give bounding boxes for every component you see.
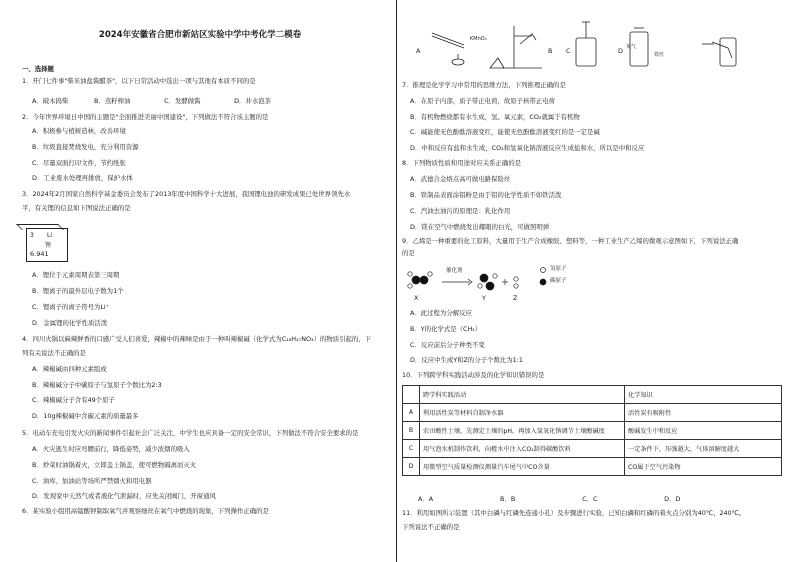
carbon-atom-icon: [412, 276, 420, 284]
q9-molecule-diagram: [402, 262, 592, 304]
q6-label-a: A: [416, 47, 421, 55]
apparatus-illustration: [402, 18, 784, 76]
table-row: A 利用活性炭等材料自制净水器 活性炭有吸附性: [403, 404, 782, 422]
q3-option-c: C．锂离子的离子符号为Li⁺: [32, 303, 110, 311]
q1-option-d: D．井水泡茶: [234, 97, 272, 105]
q6-kmno4-label: KMnO₄: [470, 36, 487, 42]
q6-oxygen-label: 氧气: [626, 44, 637, 50]
q3-stem-line2: 平，有关锂的信息如下图说法正确的是: [22, 204, 131, 212]
atomic-number: 3: [30, 232, 34, 239]
q5-option-a: A．火灾逃生时应弯腰前行，降低姿势，减少浓烟的吸入: [32, 445, 190, 453]
q2-option-b: B．垃圾直接焚烧发电，充分利用资源: [32, 143, 139, 151]
q10-option-c: C．C: [582, 495, 598, 503]
q2-option-c: C．尽量双面打印文件，节约纸张: [32, 159, 126, 167]
q2-option-d: D．工业废水处理再排放，保护水体: [32, 174, 133, 182]
q10-table: [402, 385, 782, 476]
q7-option-a: A．在原子内部，质子带正电荷，故原子核带正电荷: [410, 97, 555, 105]
q5-option-c: C．油库、加油站等场所严禁烟火和用电器: [32, 477, 152, 485]
q10-option-d: D．D: [664, 495, 681, 503]
q8-option-d: D．镁在空气中燃烧发出耀眼的白光，可做照明弹: [410, 223, 550, 231]
catalyst-label: 催化剂: [446, 268, 463, 274]
q4-option-a: A．辣椒碱由四种元素组成: [32, 365, 107, 373]
q6-stem: 6．某实验小组用高锰酸钾制取氧气并观察细丝在氧气中燃烧的现象，下列操作正确的是: [22, 507, 269, 515]
q7-option-b: B．有机物燃烧都有水生成，氢、氧元素，CO₂就属于有机物: [410, 113, 580, 121]
hydrogen-atom-icon: [408, 272, 412, 276]
label-x: X: [414, 294, 419, 302]
legend-hydrogen: 氢原子: [550, 266, 567, 272]
q3-option-a: A．锂位于元素周期表第三周期: [32, 271, 120, 279]
q9-option-a: A．此过程为分解反应: [410, 309, 472, 317]
q6-label-d: D: [618, 47, 623, 55]
column-divider: [396, 0, 397, 562]
q10-options: [418, 494, 680, 503]
q7-stem: 7．推理是化学学习中常用的思维方法，下列推理正确的是: [402, 81, 566, 89]
q1-options: [32, 96, 271, 105]
header-activity: 跨学科实践活动: [420, 386, 625, 404]
element-card-lithium: [26, 228, 68, 262]
q6-apparatus-row: [402, 18, 784, 76]
q2-option-a: A．积极参与植树造林，改善环境: [32, 127, 126, 135]
q1-option-a: A．破木捣柴: [32, 97, 69, 105]
header-knowledge: 化学知识: [625, 386, 782, 404]
q8-option-b: B．铁制品表面涂铝粉是由于铝的化学性质不如铁活泼: [410, 191, 562, 199]
q3-option-d: D．金属锂的化学性质活泼: [32, 319, 108, 327]
q8-option-c: C．汽油去油污的原理是：乳化作用: [410, 207, 511, 215]
test-tube-icon: [432, 36, 464, 48]
element-symbol: Li: [47, 232, 53, 239]
q6-label-c: C: [566, 47, 571, 55]
combustion-bottle-icon: [720, 38, 736, 66]
q4-stem-line2: 列有关说法不正确的是: [22, 349, 86, 357]
legend-carbon: 碳原子: [550, 278, 567, 284]
q10-stem: 10．下列跨学科实践活动涉及的化学知识错误的是: [402, 371, 545, 379]
label-z: Z: [513, 294, 518, 302]
q9-stem-line2: 的是: [402, 249, 415, 257]
q9-option-c: C．反应前后分子种类不变: [410, 341, 485, 349]
q8-stem: 8．下列物质性质和用途对应关系正确的是: [402, 159, 522, 167]
q7-option-c: C．碱能使无色酚酞溶液变红，能使无色酚酞溶液变红的是一定是碱: [410, 128, 600, 136]
table-row: C 用气泡水机制作饮料，向橙水中注入CO₂制得碳酸饮料 一定条件下，压强越大，气体溶解度越大: [403, 440, 782, 458]
q5-stem: 5．电动车充电引发火灾的新闻事件引起社会广泛关注，中学生也应具备一定的安全常识，下列做法不符合安全要求的是: [22, 429, 359, 437]
q3-stem-line1: 3．2024年2月国家自然科学基金委员会发布了2013年度中国科学十大进展，我国锂电池的研发成果已处世界领先水: [22, 190, 351, 198]
q9-option-d: D．反应中生成Y和Z的分子个数比为1:1: [410, 356, 523, 364]
q10-option-b: B．B: [500, 495, 516, 503]
q1-option-c: C．发酵做酱: [164, 97, 201, 105]
alcohol-lamp-icon: [490, 58, 504, 68]
label-y: Y: [482, 294, 486, 302]
q9-option-b: B．Y的化学式是（CH₂）: [410, 325, 482, 333]
q4-option-d: D．10g辣椒碱中含碳元素的质量最多: [32, 412, 139, 420]
q1-stem: 1．开门七件事"柴米油盐酱醋茶"，以下日常活动中选出一项与其他有本质不同的是: [22, 77, 256, 85]
q5-option-b: B．炒菜时油锅着火，立即盖上锅盖，使可燃物隔离而灭火: [32, 461, 197, 469]
table-header-row: [403, 386, 782, 404]
q11-stem-line2: 下列说法不正确的是: [402, 523, 460, 531]
q10-option-a: A．A: [418, 495, 434, 503]
left-column: [12, 0, 388, 562]
q7-option-d: D．中和反应有盐和水生成，CO₂和氢氧化钠溶液反应生成盐和水，所以是中和反应: [410, 144, 645, 152]
q6-iron-wire-label: 铁丝: [654, 52, 665, 58]
q8-option-a: A．武德合金熔点高可做电路保险丝: [410, 175, 511, 183]
q6-label-b: B: [548, 47, 553, 55]
q1-option-b: B．蒸籽榨油: [94, 97, 131, 105]
q4-stem-line1: 4．四川火锅以麻辣鲜香的口感广受人们喜爱，辣椒中的辣味是由于一种叫辣椒碱（化学式为C₁₈H₂₇NO₃）的物质引起的，下: [22, 335, 372, 343]
q5-option-d: D．发现家中天然气或者液化气泄漏时，应先关闭阀门，开窗通风: [32, 492, 216, 500]
atomic-mass: 6.941: [30, 250, 49, 258]
element-name: 锂: [45, 242, 52, 249]
q3-option-b: B．锂离子的最外层电子数为1个: [32, 287, 124, 295]
page-title: 2024年安徽省合肥市新站区实验中学中考化学二模卷: [98, 30, 302, 40]
gas-bottle-icon: [576, 38, 596, 66]
section-heading: 一、选择题: [22, 65, 54, 73]
q4-option-b: B．辣椒碱分子中碳原子与氢原子个数比为2:3: [32, 381, 162, 389]
table-row: B 农田酸性土壤，先测定土壤的pH，再加入氢氧化钠调节土壤酸碱度 酸碱发生中和反应: [403, 422, 782, 440]
q9-stem-line1: 9．乙烯是一种重要的化工原料，大量用于生产合成橡胶、塑料等，一种工业生产乙烯的微观示意图如下，下列说法正确: [402, 237, 739, 245]
q4-option-c: C．辣椒碱分子含有49个原子: [32, 396, 115, 404]
q11-stem-line1: 11．利用如图所示装置（其中白磷与红磷先连通小孔）及步骤进行实验，已知白磷和红磷的着火点分别为40℃、240℃。: [402, 509, 746, 517]
table-row: D 用微型空气质量检测仪测量汽车尾气中CO含量 CO属于空气污染物: [403, 458, 782, 476]
q2-stem: 2．今年世界环境日中国的主题是"全面推进美丽中国建设"，下列做法不符合该主题的是: [22, 113, 269, 121]
